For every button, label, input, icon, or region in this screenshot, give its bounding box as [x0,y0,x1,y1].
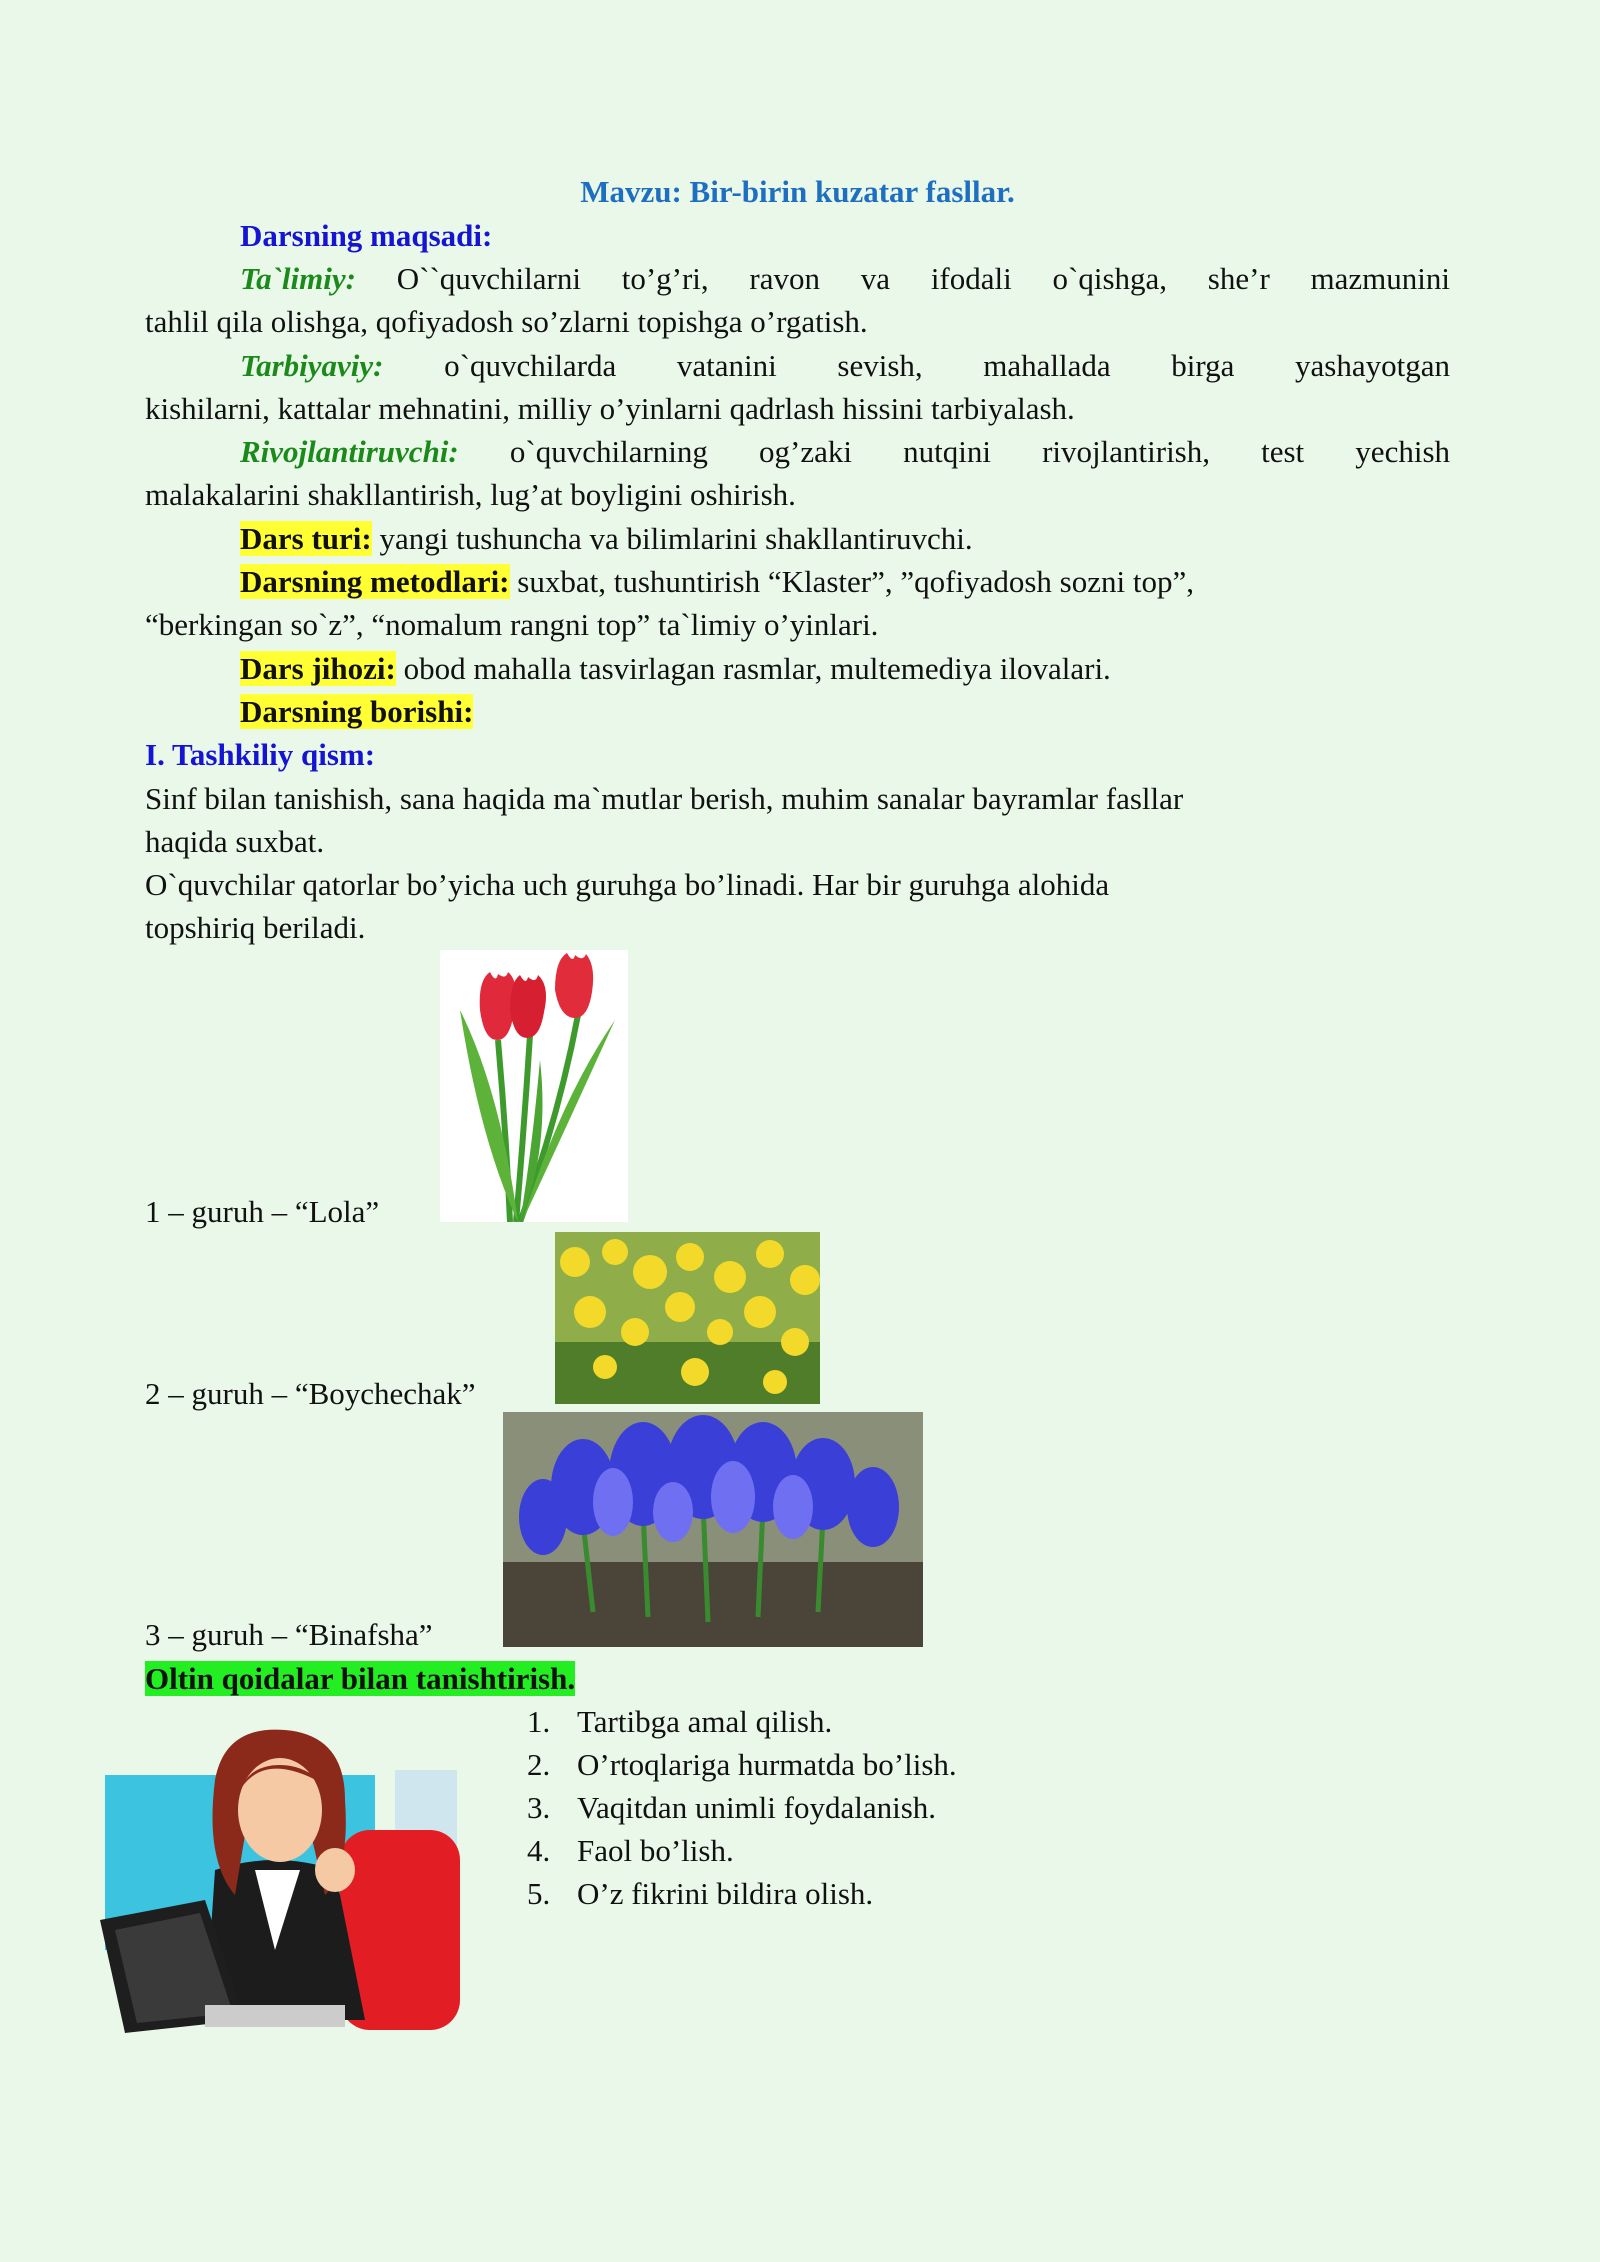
borishi-line [240,690,1450,733]
page-title: Mavzu: Bir-birin kuzatar fasllar. [580,174,1015,209]
teacher-at-laptop-icon [95,1720,460,2033]
rivojlantiruvchi-label: Rivojlantiruvchi: [240,434,459,469]
tashkiliy-heading-text: I. Tashkiliy qism: [145,737,376,772]
borishi-label: Darsning borishi: [240,694,474,729]
metodlar-text-1: suxbat, tushuntirish “Klaster”, ”qofiyadosh sozni top”, [517,564,1194,599]
group-1-label: 1 – guruh – “Lola” [145,1194,380,1229]
crocus-image [503,1412,923,1647]
tashkiliy-p2a: O`quvchilar qatorlar bo’yicha uch guruhga bo’linadi. Har bir guruhga alohida [145,867,1110,902]
tulip-image [440,950,628,1222]
jihozi-label: Dars jihozi: [240,651,396,686]
rule-item: 3. Vaqitdan unimli foydalanish. [527,1790,937,1825]
golden-rules-list [527,1700,957,1915]
crocus-icon [503,1412,923,1647]
rule-item: 4. Faol bo’lish. [527,1833,734,1868]
rule-item: 1. Tartibga amal qilish. [527,1704,833,1739]
rule-item: 5. O’z fikrini bildira olish. [527,1876,874,1911]
talimiy-text-1: O``quvchilarni to’g’ri, ravon va ifodali o`qishga, she’r mazmunini [396,261,1451,296]
tarbiyaviy-line-2: kishilarni, kattalar mehnatini, milliy o’yinlarni qadrlash hissini tarbiyalash. [145,391,1075,426]
dars-turi-label: Dars turi: [240,521,372,556]
metodlar-label: Darsning metodlari: [240,564,510,599]
talimiy-line-2: tahlil qila olishga, qofiyadosh so’zlarni topishga o’rgatish. [145,304,868,339]
talimiy-line-1 [240,257,1450,300]
metodlar-line-1 [240,560,1450,603]
rivojlantiruvchi-text-1: o`quvchilarning og’zaki nutqini rivojlantirish, test yechish [509,434,1451,469]
tarbiyaviy-label: Tarbiyaviy: [240,348,384,383]
teacher-illustration [95,1720,460,2033]
tarbiyaviy-line-1 [240,344,1450,387]
oltin-line [145,1657,1450,1700]
goal-heading [240,214,1450,257]
tarbiyaviy-text-1: o`quvchilarda vatanini sevish, mahallada birga yashayotgan [444,348,1450,383]
tashkiliy-p2b: topshiriq beriladi. [145,910,366,945]
rivojlantiruvchi-line-2: malakalarini shakllantirish, lug’at boyligini oshirish. [145,477,796,512]
group-2-label: 2 – guruh – “Boychechak” [145,1376,476,1411]
metodlar-line-2: “berkingan so`z”, “nomalum rangni top” ta`limiy o’yinlari. [145,607,879,642]
dars-turi-line [240,517,1450,560]
tashkiliy-p1a: Sinf bilan tanishish, sana haqida ma`mutlar berish, muhim sanalar bayramlar fasllar [145,781,1184,816]
talimiy-label: Ta`limiy: [240,261,356,296]
oltin-label: Oltin qoidalar bilan tanishtirish. [145,1661,576,1696]
dars-turi-text: yangi tushuncha va bilimlarini shakllantiruvchi. [379,521,973,556]
rule-item: 2. O’rtoqlariga hurmatda bo’lish. [527,1747,957,1782]
group-3-label: 3 – guruh – “Binafsha” [145,1617,433,1652]
jihozi-line [240,647,1450,690]
tashkiliy-heading [145,733,1450,776]
jihozi-text: obod mahalla tasvirlagan rasmlar, multemediya ilovalari. [403,651,1111,686]
rivojlantiruvchi-line-1 [240,430,1450,473]
tashkiliy-p1b: haqida suxbat. [145,824,325,859]
tulip-icon [440,950,628,1222]
goal-heading-text: Darsning maqsadi: [240,218,493,253]
